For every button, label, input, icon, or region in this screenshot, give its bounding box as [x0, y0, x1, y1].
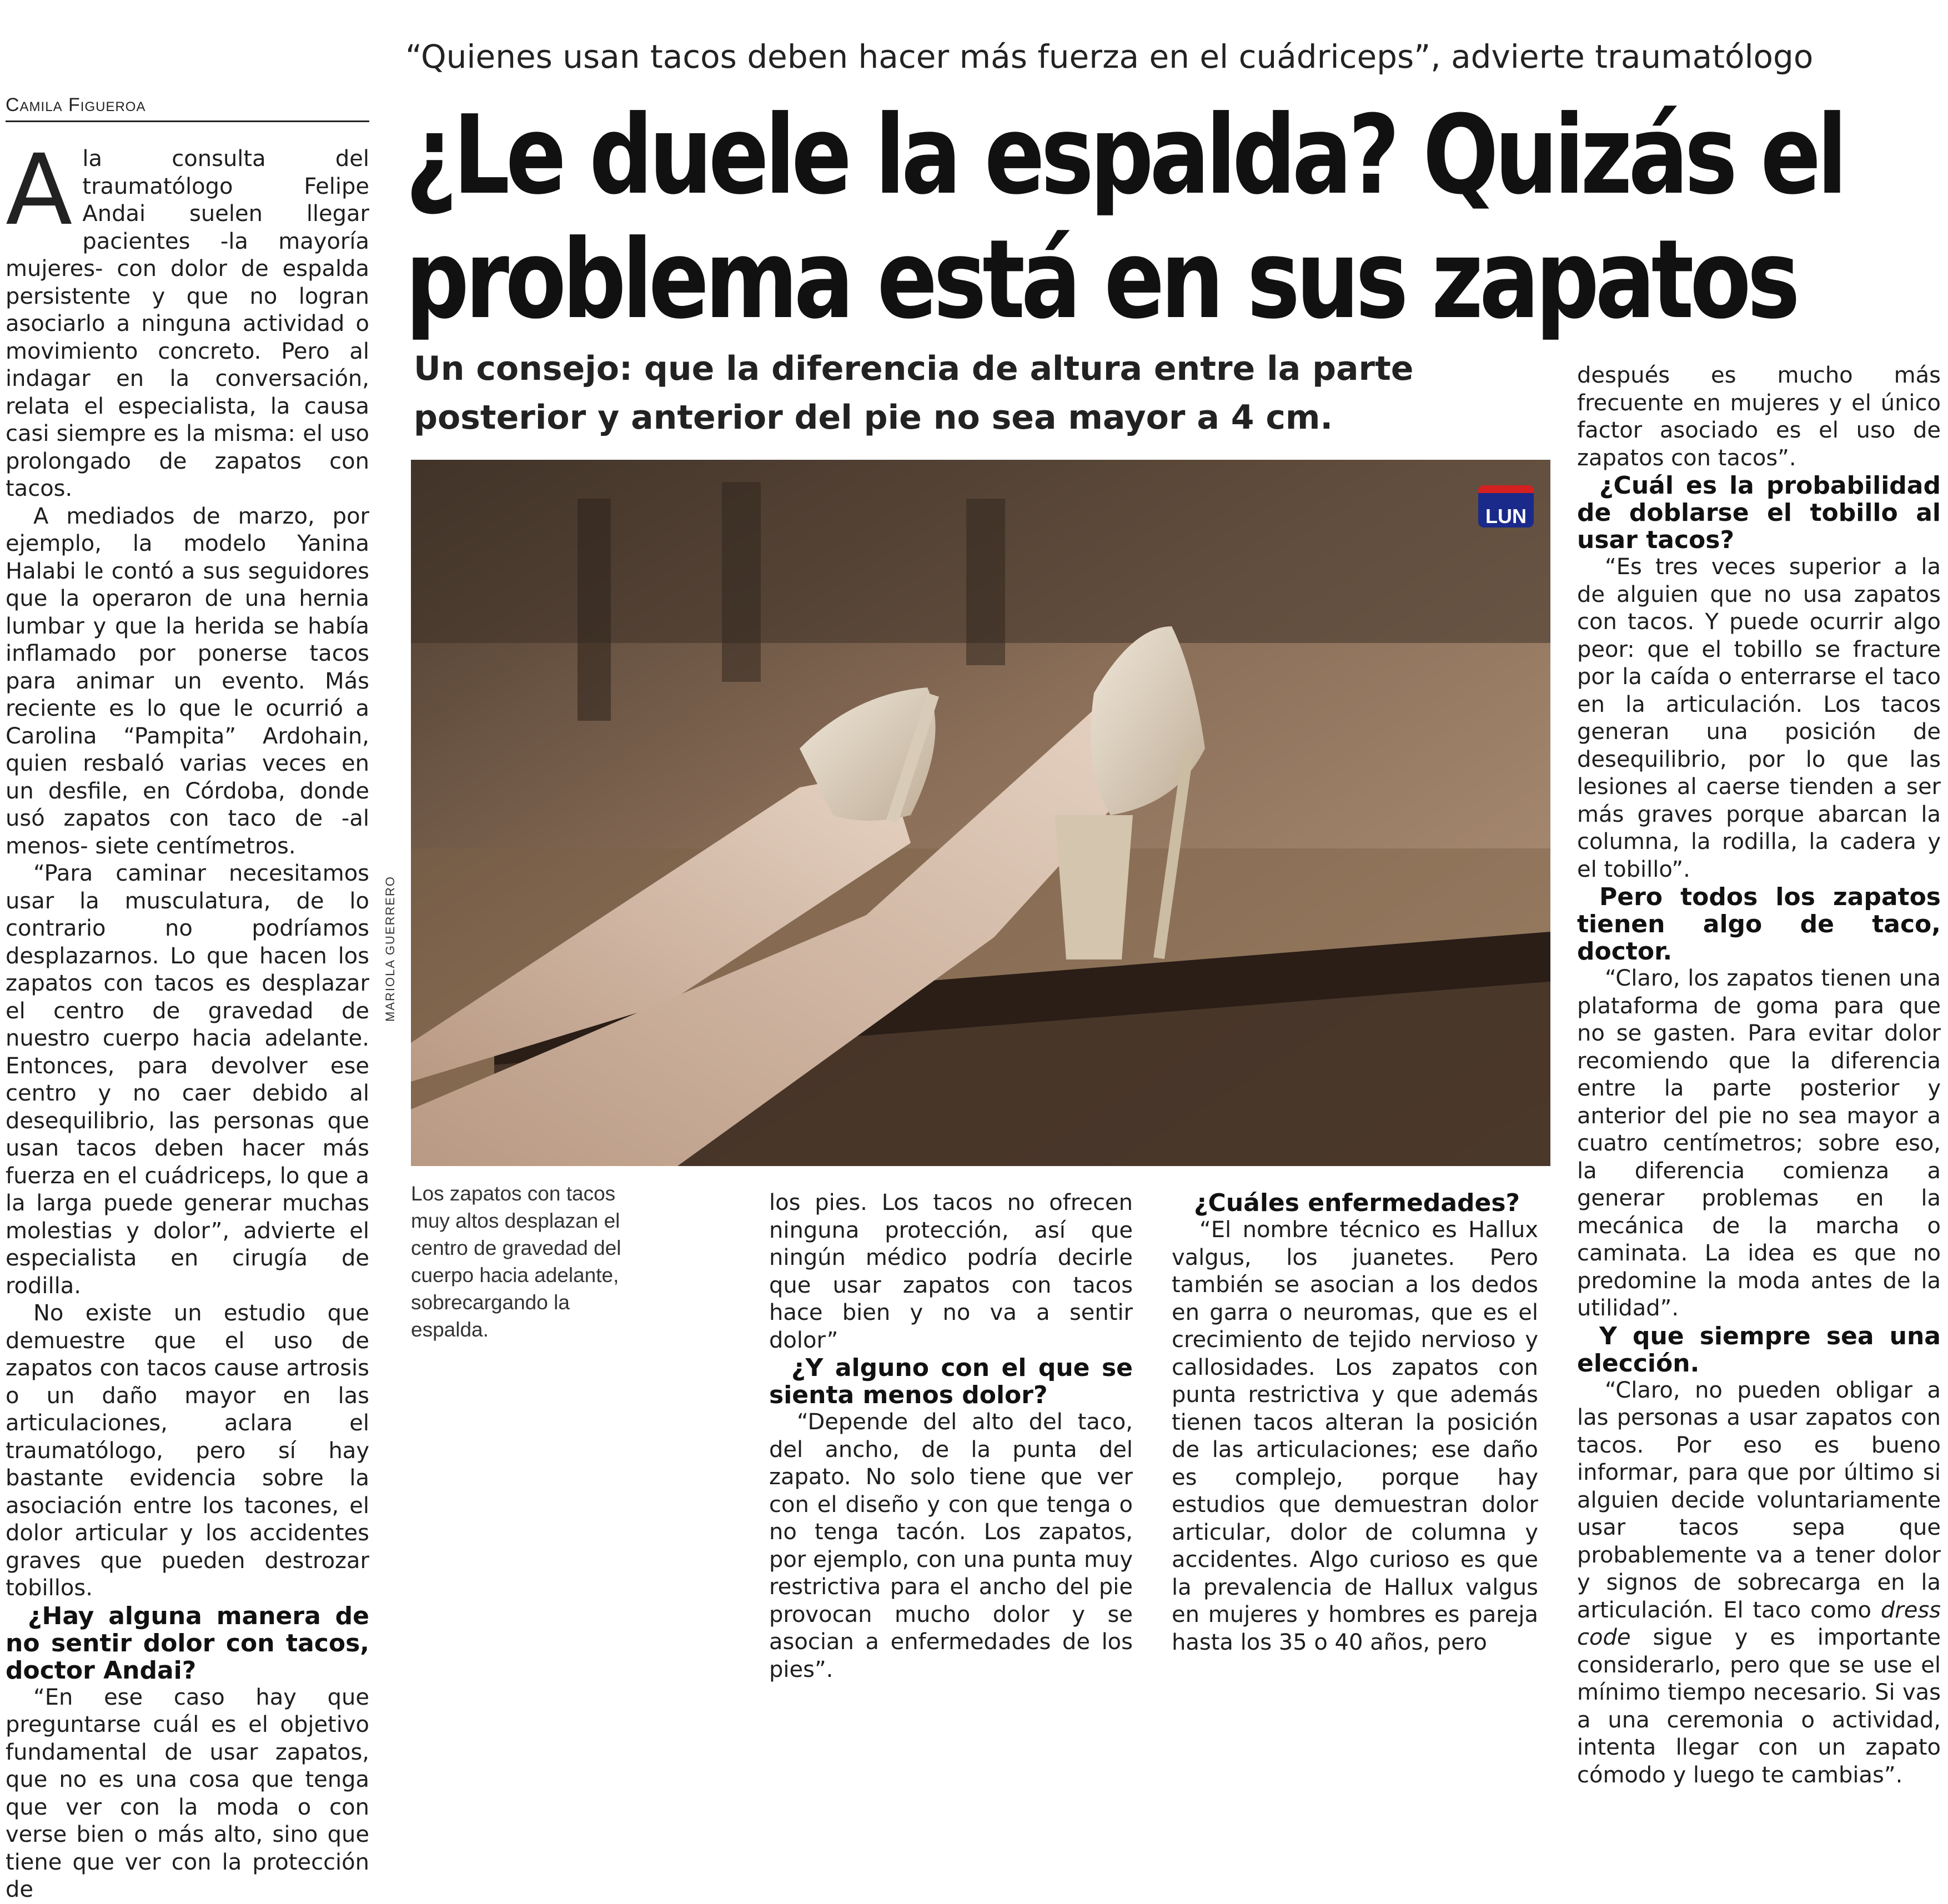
- headline-line-1: ¿Le duele la espalda? Quizás el: [405, 92, 1844, 219]
- article-column-4: [1577, 362, 1941, 1789]
- deck-line-1: Un consejo: que la diferencia de altura entre la parte: [414, 349, 1414, 388]
- article-paragraph: A mediados de marzo, por ejemplo, la modelo Yanina Halabi le contó a sus seguidores que la operaron de una hernia lumbar y que la herida se había inflamado por ponerse tacos para animar un evento. Más reciente es lo que le ocurrió a Carolina “Pampita” Ardohain, quien resbaló varias veces en un desfile, en Córdoba, donde usó zapatos con taco de -al menos- siete centímetros.: [6, 503, 369, 859]
- emphasis: dress code: [1577, 1597, 1941, 1650]
- article-photo: [411, 460, 1550, 1166]
- deck: [414, 344, 1524, 442]
- kicker: “Quienes usan tacos deben hacer más fuerza en el cuádriceps”, advierte traumatólogo: [405, 38, 1814, 76]
- article-paragraph: después es mucho más frecuente en mujeres y el único factor asociado es el uso de zapatos con tacos”.: [1577, 363, 1941, 471]
- article-paragraph: “Para caminar necesitamos usar la musculatura, de lo contrario no podríamos desplazarnos. Lo que hacen los zapatos con tacos es desplazar el centro de gravedad de nuestro cuerpo hacia adelante. Entonces, para devolver ese centro y no caer debido al desequilibrio, las personas que usan tacos deben hacer más fuerza en el cuádriceps, lo que a la larga puede generar muchas molestias y dolor”, advierte el especialista en cirugía de rodilla.: [6, 861, 369, 1299]
- interview-question: ¿Y alguno con el que se sienta menos dolor?: [769, 1354, 1133, 1409]
- interview-question: ¿Hay alguna manera de no sentir dolor con tacos, doctor Andai?: [6, 1601, 369, 1685]
- article-paragraph: “Depende del alto del taco, del ancho, de la punta del zapato. No solo tiene que ver con el diseño y con que tenga o no tenga tacón. Los zapatos, por ejemplo, con una punta muy restrictiva para el ancho del pie provocan mucho dolor y se asocian a enfermedades de los pies”.: [769, 1409, 1133, 1682]
- article-paragraph: “En ese caso hay que preguntarse cuál es el objetivo fundamental de usar zapatos, que no es una cosa que tenga que ver con la moda o con verse bien o más alto, sino que tiene que ver con la protección de: [6, 1684, 369, 1902]
- photo-caption: Los zapatos con tacos muy altos desplazan el centro de gravedad del cuerpo hacia adelante, sobrecargando la espalda.: [411, 1182, 621, 1341]
- article-column-3: [1172, 1189, 1538, 1656]
- article-paragraph: “El nombre técnico es Hallux valgus, los juanetes. Pero también se asocian a los dedos en garra o neuromas, que es el crecimiento de tejido nervioso y callosidades. Los zapatos con punta restrictiva y que además tienen tacos alteran la posición de las articulaciones; ese daño es complejo, porque hay estudios que demuestran dolor articular, dolor de columna y accidentes. Algo curioso es que la prevalencia de Hallux valgus en mujeres y hombres es pareja hasta los 35 o 40 años, pero: [1172, 1217, 1538, 1655]
- article-paragraph: “Claro, no pueden obligar a las personas a usar zapatos con tacos. Por eso es bueno informar, para que por último si alguien decide voluntariamente usar tacos sepa que probablemente va a tener dolor y signos de sobrecarga en la articulación. El taco como dress code sigue y es importante considerarlo, pero que se use el mínimo tiempo necesario. Si vas a una ceremonia o actividad, intenta llegar con un zapato cómodo y luego te cambias”.: [1577, 1377, 1941, 1788]
- interview-question: ¿Cuáles enfermedades?: [1194, 1189, 1520, 1217]
- headline: [405, 92, 1844, 343]
- byline: Camila Figueroa: [6, 94, 369, 122]
- legs-heels-illustration: [411, 460, 1550, 1166]
- article-column-2: [769, 1189, 1133, 1684]
- interview-question: ¿Cuál es la probabilidad de doblarse el tobillo al usar tacos?: [1577, 471, 1941, 554]
- headline-line-2: problema está en sus zapatos: [405, 217, 1796, 343]
- article-paragraph: Ala consulta del traumatólogo Felipe Andai suelen llegar pacientes -la mayoría mujeres- con dolor de espalda persistente y que no logran asociarlo a ninguna actividad o movimiento concreto. Pero al indagar en la conversación, relata el especialista, la causa casi siempre es la misma: el uso prolongado de zapatos con tacos.: [6, 133, 369, 501]
- interview-question: Y que siempre sea una elección.: [1577, 1322, 1941, 1378]
- drop-cap: A: [6, 133, 73, 247]
- article-paragraph: “Es tres veces superior a la de alguien que no usa zapatos con tacos. Y puede ocurrir algo peor: que el tobillo se fracture por la caída o enterrarse el taco en la articulación. Los tacos generan una posición de desequilibrio, por lo que las lesiones al caerse tienden a ser más graves porque abarcan la columna, la rodilla, la cadera y el tobillo”.: [1577, 554, 1941, 882]
- article-paragraph: No existe un estudio que demuestre que el uso de zapatos con tacos cause artrosis o un daño mayor en las articulaciones, aclara el traumatólogo, pero sí hay bastante evidencia sobre la asociación entre los tacones, el dolor articular y los accidentes graves que pueden destrozar tobillos.: [6, 1300, 369, 1601]
- article-paragraph: los pies. Los tacos no ofrecen ninguna protección, así que ningún médico podría decirle que usar zapatos con tacos hace bien y no va a sentir dolor”: [769, 1190, 1133, 1353]
- interview-question: Pero todos los zapatos tienen algo de taco, doctor.: [1577, 883, 1941, 966]
- article-column-1: [6, 133, 369, 1904]
- publication-logo: LUN: [1478, 485, 1534, 528]
- deck-line-2: posterior y anterior del pie no sea mayor a 4 cm.: [414, 398, 1333, 437]
- photo-credit: MARIOLA GUERRERO: [383, 875, 397, 1022]
- article-paragraph: “Claro, los zapatos tienen una plataforma de goma para que no se gasten. Para evitar dolor recomiendo que la diferencia entre la parte posterior y anterior del pie no sea mayor a cuatro centímetros; sobre eso, la diferencia comienza a generar problemas en la mecánica de la marcha o caminata. La idea es que no predomine la moda antes de la utilidad”.: [1577, 966, 1941, 1321]
